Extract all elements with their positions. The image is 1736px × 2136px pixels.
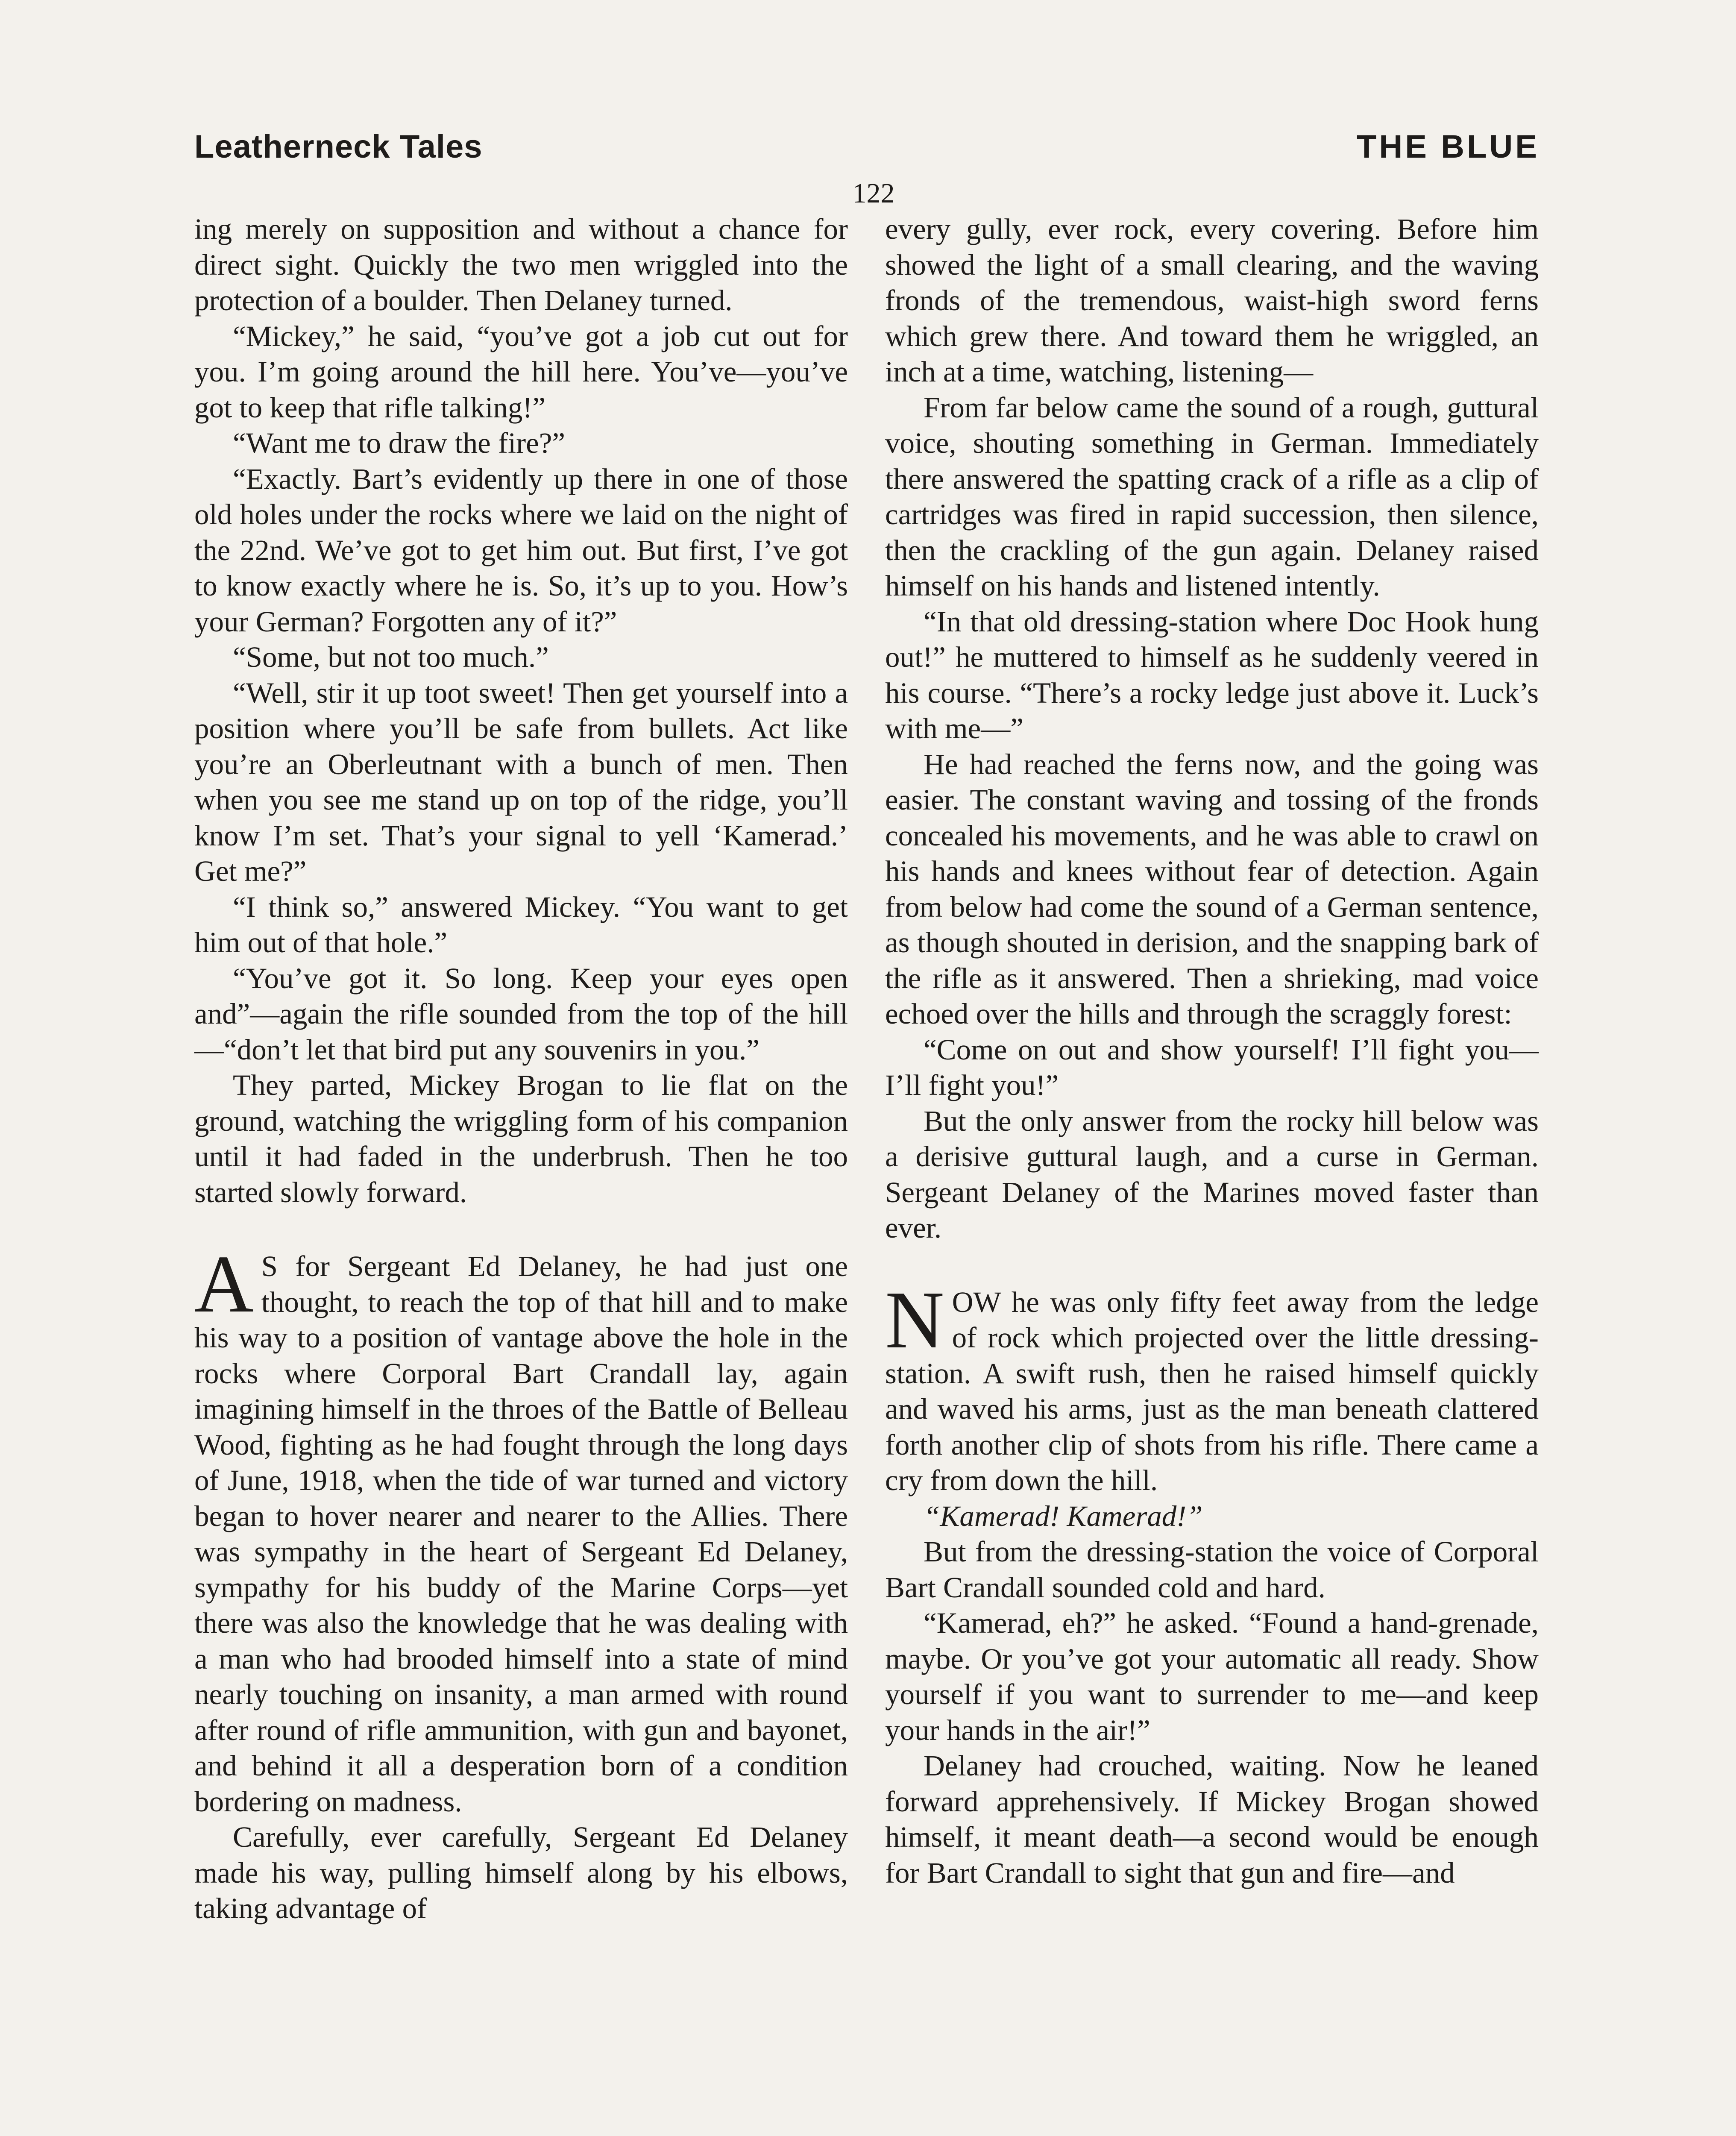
section-text: OW he was only fifty feet away from the ledge of rock which projected over the little dressing-station. A swift rush, then he raised himself quickly and waved his arms, just as the man beneath clattered forth another clip of shots from his rifle. There came a cry from down the hill. [885,1285,1539,1496]
paragraph: “Exactly. Bart’s evidently up there in one of those old holes under the rocks where we laid on the night of the 22nd. We’ve got to get him out. But first, I’ve got to know exactly where he is. So, it’s up to you. How’s your German? Forgotten any of it?” [194,462,848,638]
left-text-column [194,211,848,1927]
right-text-column [885,211,1539,1891]
paragraph: ing merely on supposition and without a chance for direct sight. Quickly the two men wriggled into the protection of a boulder. Then Delaney turned. [194,213,848,317]
paragraph: “I think so,” answered Mickey. “You want to get him out of that hole.” [194,890,848,959]
drop-cap: N [885,1274,944,1365]
paragraph: “You’ve got it. So long. Keep your eyes open and”—again the rifle sounded from the top of the hill—“don’t let that bird put any souvenirs in you.” [194,962,848,1066]
paragraph: Delaney had crouched, waiting. Now he leaned forward apprehensively. If Mickey Brogan showed himself, it meant death—a second would be enough for Bart Crandall to sight that gun and fire—and [885,1749,1539,1889]
paragraph: every gully, ever rock, every covering. Before him showed the light of a small clearing, and the waving fronds of the tremendous, waist-high sword ferns which grew there. And toward them he wriggled, an inch at a time, watching, listening— [885,213,1539,388]
drop-cap: A [194,1238,254,1329]
paragraph: Carefully, ever carefully, Sergeant Ed Delaney made his way, pulling himself along by his elbows, taking advantage of [194,1821,848,1925]
paragraph: “Come on out and show yourself! I’ll fight you—I’ll fight you!” [885,1033,1539,1101]
paragraph: “Well, stir it up toot sweet! Then get yourself into a position where you’ll be safe from bullets. Act like you’re an Oberleutnant with a bunch of men. Then when you see me stand up on top of the ridge, you’ll know I’m set. That’s your signal to yell ‘Kamerad.’ Get me?” [194,676,848,887]
paragraph: But the only answer from the rocky hill below was a derisive guttural laugh, and a curse in German. Sergeant Delaney of the Marines moved faster than ever. [885,1104,1539,1244]
paragraph: “Kamerad! Kamerad!” [924,1499,1203,1532]
paragraph: They parted, Mickey Brogan to lie flat on the ground, watching the wriggling form of his companion until it had faded in the underbrush. Then he too started slowly forward. [194,1069,848,1209]
section-paragraph [194,1238,848,1819]
paragraph: “Some, but not too much.” [233,641,549,673]
paragraph: “In that old dressing-station where Doc Hook hung out!” he muttered to himself as he suddenly veered in his course. “There’s a rocky ledge just above it. Luck’s with me—” [885,605,1539,745]
paragraph: “Kamerad, eh?” he asked. “Found a hand-grenade, maybe. Or you’ve got your automatic all ready. Show yourself if you want to surrender to me—and keep your hands in the air!” [885,1607,1539,1746]
section-text: S for Sergeant Ed Delaney, he had just one thought, to reach the top of that hill and to make his way to a position of vantage above the hole in the rocks where Corporal Bart Crandall lay, again imagining himself in the throes of the Battle of Belleau Wood, fighting as he had fought through the long days of June, 1918, when the tide of war turned and victory began to hover nearer and nearer to the Allies. There was sympathy in the heart of Sergeant Ed Delaney, sympathy for his buddy of the Marine Corps—yet there was also the knowledge that he was dealing with a man who had brooded himself into a state of mind nearly touching on insanity, a man armed with round after round of rifle ammunition, with gun and bayonet, and behind it all a desperation born of a condition bordering on madness. [194,1250,848,1818]
paragraph: From far below came the sound of a rough, guttural voice, shouting something in German. Immediately there answered the spatting crack of a rifle as a clip of cartridges was fired in rapid succession, then silence, then the crackling of the gun again. Delaney raised himself on his hands and listened intently. [885,391,1539,602]
paragraph: “Mickey,” he said, “you’ve got a job cut out for you. I’m going around the hill here. You’ve—you’ve got to keep that rifle talking!” [194,320,848,424]
running-head-story-title: Leatherneck Tales [194,129,483,165]
section-paragraph [885,1274,1539,1499]
paragraph: He had reached the ferns now, and the going was easier. The constant waving and tossing of the fronds concealed his movements, and he was able to crawl on his hands and knees without fear of detection. Again from below had come the sound of a German sentence, as though shouted in derision, and the snapping bark of the rifle as it answered. Then a shrieking, mad voice echoed over the hills and through the scraggly forest: [885,748,1539,1030]
paragraph: “Want me to draw the fire?” [233,427,565,459]
page-number: 122 [852,178,895,209]
running-head-magazine-title: THE BLUE [1357,129,1540,165]
paragraph: But from the dressing-station the voice of Corporal Bart Crandall sounded cold and hard. [885,1535,1539,1604]
